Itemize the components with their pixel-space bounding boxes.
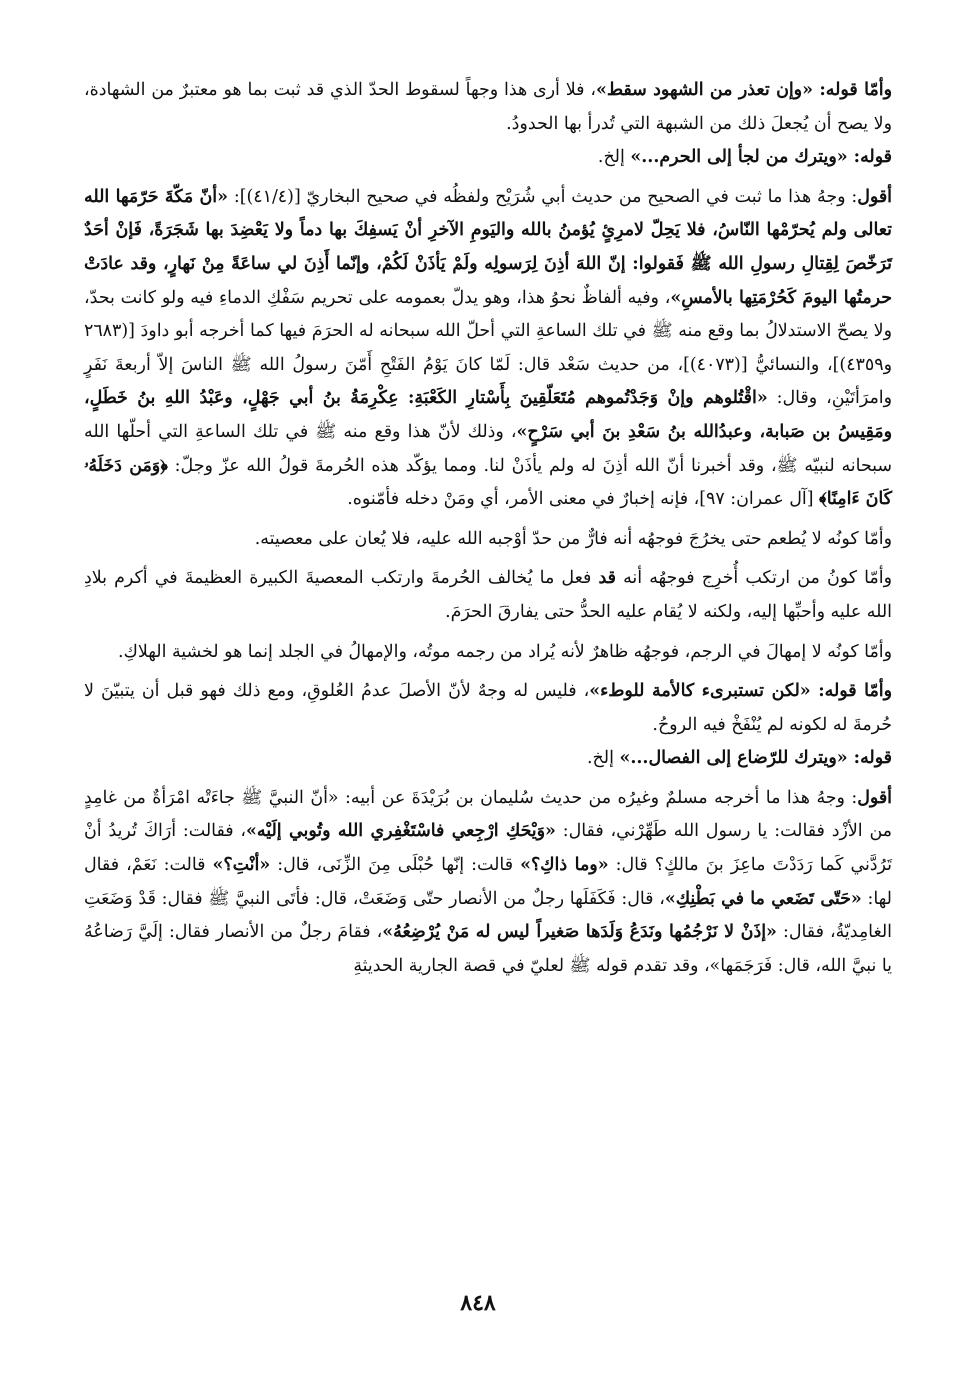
bold-text-run: «أنْتِ؟»	[212, 855, 271, 876]
bold-text-run: «إذَنْ لا نَرْجُمُها ونَدَعُ وَلَدَها صَغيراً ليس له مَنْ يُرْضِعُهُ»	[382, 922, 777, 943]
bold-text-run: أقول	[857, 186, 892, 207]
text-run: فعل ما يُخالف الحُرمةَ وارتكب المعصيةَ الكبيرة العظيمةَ في أكرم بلادِ الله عليه وأحبِّها إليه، ولكنه لا يُقام عليه الحدُّ حتى يفارقَ الحرَمَ.	[84, 568, 892, 622]
text-run: ، فقامَ رجلٌ من الأنصار فقال: إلَيَّ رَضاعُهُ يا نبيَّ الله، قال: فَرَجَمَها»، وقد تقدم قوله ﷺ لعليّ في قصة الجارية الحديثةِ	[84, 922, 892, 976]
text-run: إلخ.	[597, 147, 631, 168]
bold-text-run: قوله: «ويترك للرّضاع إلى الفصال...»	[619, 748, 892, 769]
paragraph	[84, 141, 892, 175]
paragraph	[84, 523, 892, 557]
text-run: ، وذلك لأنّ هذا وقع منه ﷺ في تلك الساعةِ التي أحلّها الله سبحانه لنبيّه ﷺ، وقد أخبرنا أنّ الله أذِنَ له ولم يأذَنْ لنا. ومما يؤكّد هذه الحُرمةَ قولُ الله عزّ وجلّ:	[84, 421, 892, 476]
bold-text-run: ﴿وَمَن دَخَلَهُۥ كَانَ ءَامِنًا﴾	[84, 455, 892, 510]
bold-text-run: وأمّا قوله:	[812, 80, 892, 100]
text-run: : وجهُ هذا ما أخرجه مسلمٌ وغيرُه من حديث سُليمان بن بُرَيْدَةَ عن أبيه: «أنّ النبيَّ ﷺ جاءَتْه امْرَأةٌ من غامِدٍ من الأزْد فقالت: يا رسول الله طَهِّرْني، فقال:	[84, 787, 893, 842]
bold-text-run: «وإن تعذر من الشهود سقط»	[595, 80, 813, 100]
text-run: وأمّا كونُه لا إمهالَ في الرجم، فوجهُه ظاهرٌ لأنه يُراد من رجمه موتُه، والإمهالُ في الجلد إنما هو لخشية الهلاكِ.	[118, 641, 892, 662]
bold-text-run: «أنّ مَكّةَ حَرّمَها الله تعالى ولم يُحرّمْها النّاسُ، فلا يَحِلّ لامرِئٍ يُؤمنُ بالله واليَومِ الآخرِ أنْ يَسفِكَ بها دماً ولا يَعْضِدَ بها شَجَرَةً، فَإنْ أحَدٌ تَرَخّصَ لِقِتالِ رسولِ الله ﷺ فَقولوا: إنّ اللهَ أذِنَ لِرَسولِه ولَمْ يَأذَنْ لَكُمْ، وإنّما أَذِنَ لي ساعَةً مِنْ نَهارٍ، وقد عادَتْ حرمتُها اليومَ كَحُرْمَتِها بالأمسِ»	[84, 186, 892, 308]
bold-text-run: «حَتّى تَضَعي ما في بَطْنِكِ»	[664, 888, 862, 909]
paragraph	[84, 181, 892, 517]
text-run: ، فقالت: أرَاكَ تُريدُ أنْ تَرُدَّني كَما رَدَدْتَ ماعِزَ بنَ مالكٍ؟ قال:	[84, 821, 892, 876]
paragraph	[84, 74, 892, 141]
bold-text-run: «اقْتُلوهم وإنْ وَجَدْتُموهم مُتَعَلّقِينَ بِأَسْتارِ الكَعْبَةِ: عِكْرِمَةُ بنُ أبي جَهْلٍ، وعَبْدُ اللهِ بنُ خَطَلٍ، ومَقِيسُ بن صَبابة، وعبدُالله بنُ سَعْدِ بنَ أبي سَرْحٍ»	[84, 388, 892, 442]
bold-text-run: أقول	[857, 787, 892, 808]
bold-text-run: «وما ذاكِ؟»	[520, 855, 609, 876]
paragraph	[84, 636, 892, 670]
text-run: وأمّا كونُ من ارتكب أُخرِج فوجهُه أنه	[615, 568, 892, 589]
bold-text-run: قوله: «ويترك من لجأ إلى الحرم...»	[630, 147, 892, 168]
paragraph	[84, 742, 892, 776]
text-run: وأمّا كونُه لا يُطعم حتى يخرُجَ فوجهُه أنه فارٌّ من حدّ أوْجبه الله عليه، فلا يُعان على معصيته.	[254, 528, 892, 549]
bold-text-run: «وَيْحَكِ ارْجِعي فاسْتَغْفِري الله وتُوبي إلَيْه»	[246, 821, 556, 842]
text-run: قالت: إنّها حُبْلَى مِنَ الزِّنَى، قال:	[270, 855, 521, 876]
text-run: ، وفيه ألفاظٌ نحوُ هذا، وهو يدلّ بعمومه على تحريم سَفْكِ الدماءِ فيه ولو كانت بحدّ، ولا يصحّ الاستدلالُ بما وقع منه ﷺ في تلك الساعةِ التي أحلّ الله سبحانه له الحرَمَ فيها كما أخرجه أبو داودَ [(٢٦٨٣ و٤٣٥٩)]، والنسائيُّ [(٤٠٧٣)]، من حديث سَعْد قال: لَمّا كانَ يَوْمُ الفَتْحِ أَمّنَ رسولُ الله ﷺ الناسَ إلاّ أربعةَ نَفَرٍ وامرَأتَيْنِ، وقال:	[84, 287, 892, 409]
text-run: ، فلا أرى هذا وجهاً لسقوط الحدّ الذي قد ثبت بما هو معتبرٌ من الشهادة، ولا يصح أن يُجعلَ ذلك من الشبهة التي تُدرأ بها الحدودُ.	[84, 80, 892, 134]
body-text	[84, 74, 892, 983]
bold-text-run: قد	[598, 568, 616, 589]
bold-text-run: وأمّا قوله: «لكن تستبرىء كالأمة للوطء»	[589, 681, 892, 702]
text-run: ، قال: فَكَفَلَها رجلٌ من الأنصار حتّى وَضَعَتْ، قال: فأتَى النبيَّ ﷺ فقال: قَدْ وَضَعَتِ الغامِديّةُ، فقال:	[84, 888, 892, 943]
text-run: [آل عمران: ٩٧]، فإنه إخبارٌ في معنى الأمر، أي ومَنْ دخله فأمّنوه.	[347, 489, 820, 510]
text-run: قالت: نَعَمْ، فقال لها:	[84, 855, 892, 909]
paragraph	[84, 675, 892, 742]
paragraph	[84, 782, 892, 984]
paragraph	[84, 562, 892, 629]
page-number: ٨٤٨	[460, 1290, 496, 1316]
text-run: إلخ.	[587, 748, 620, 769]
text-run: : وجهُ هذا ما ثبت في الصحيح من حديث أبي شُرَيْح ولفظُه في صحيح البخاريّ [(٤١/٤)]:	[228, 186, 858, 207]
text-run: ، فليس له وجهٌ لأنّ الأصلَ عدمُ العُلوقِ، ومع ذلك فهو قبل أن يتبيّنَ لا حُرمةَ له لكونه لم يُنْفَخْ فيه الروحُ.	[84, 681, 892, 735]
